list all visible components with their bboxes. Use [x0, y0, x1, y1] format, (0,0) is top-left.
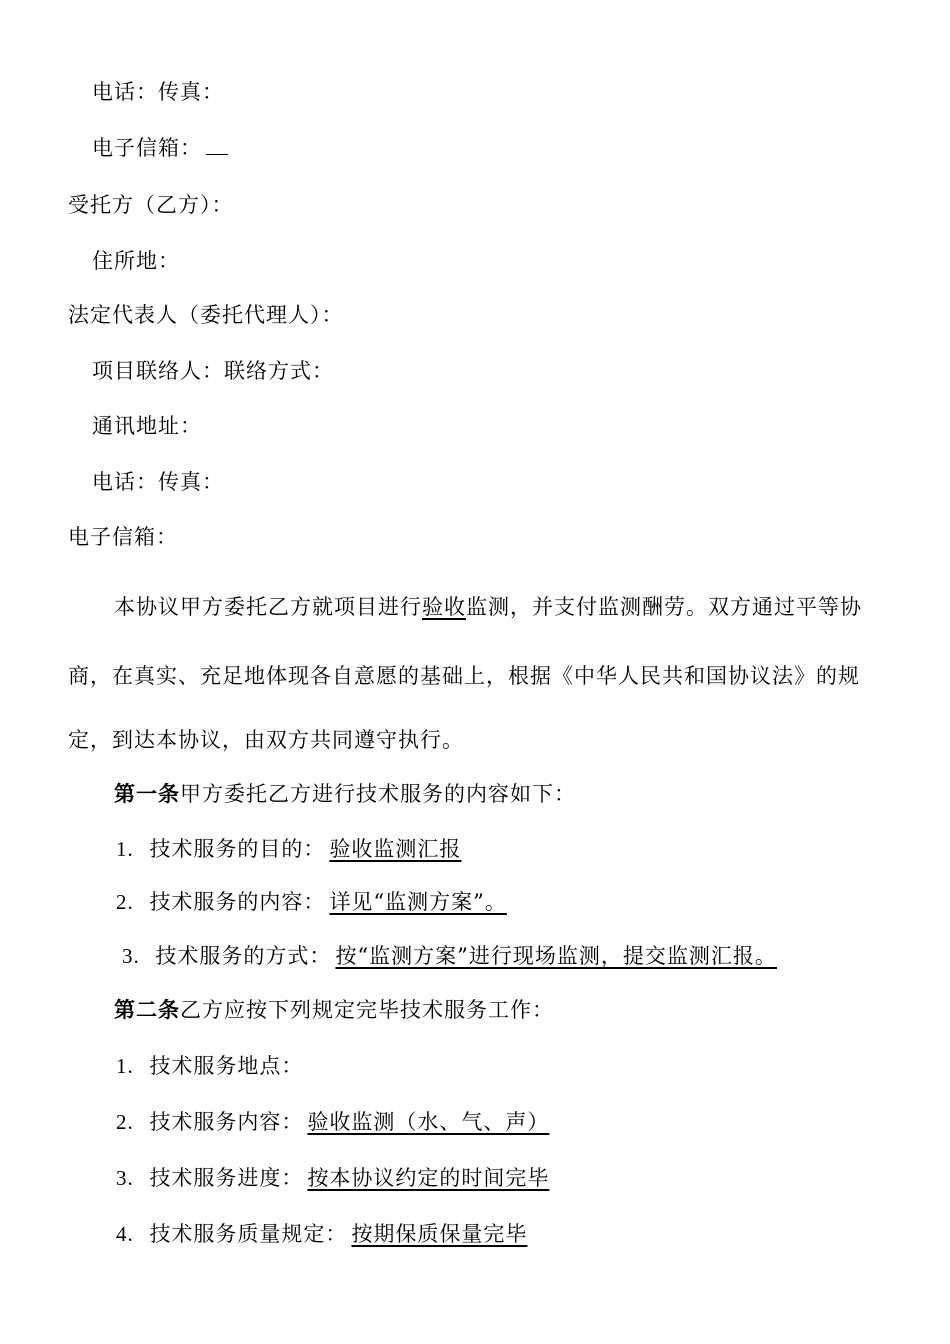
article-1-item: [116, 836, 461, 862]
item-number: 1.: [116, 837, 134, 861]
intro-line-3: 定，到达本协议，由双方共同遵守执行。: [68, 728, 464, 752]
item-value: 验收监测（水、气、声）: [307, 1110, 550, 1134]
item-label: 技术服务的方式：: [155, 944, 332, 968]
party-b-contact: 项目联络人：联络方式：: [92, 359, 334, 383]
item-label: 技术服务地点：: [149, 1054, 304, 1078]
item-number: 4.: [116, 1222, 134, 1246]
party-b-title: 受托方（乙方）：: [68, 193, 234, 217]
article-1-text: 甲方委托乙方进行技术服务的内容如下：: [180, 782, 576, 806]
article-2-item: [116, 1109, 549, 1135]
email-blank-line: [206, 136, 228, 155]
party-b-email: 电子信箱：: [68, 525, 178, 549]
party-b-legal-rep: 法定代表人（委托代理人）：: [68, 303, 344, 327]
item-value: 按本协议约定的时间完毕: [307, 1166, 550, 1190]
article-2-label: 第二条: [114, 997, 180, 1022]
item-value: 按期保质保量完毕: [351, 1222, 528, 1246]
item-number: 2.: [116, 890, 134, 914]
article-2-item: [116, 1165, 549, 1191]
item-number: 1.: [116, 1054, 134, 1078]
party-b-mail-address: 通讯地址：: [92, 414, 202, 438]
item-label: 技术服务的目的：: [149, 837, 326, 861]
party-a-email-label: 电子信箱：: [92, 136, 202, 160]
item-value: 验收监测汇报: [329, 837, 462, 861]
item-label: 技术服务的内容：: [149, 890, 326, 914]
article-2-text: 乙方应按下列规定完毕技术服务工作：: [180, 998, 554, 1022]
article-1-label: 第一条: [114, 781, 180, 806]
intro-line-1: [114, 594, 862, 620]
item-number: 3.: [122, 944, 140, 968]
item-label: 技术服务进度：: [149, 1166, 304, 1190]
article-2-heading: [114, 997, 554, 1023]
intro-line-1-underlined: 验收: [422, 595, 466, 619]
article-2-item: [116, 1221, 527, 1247]
party-b-phone-fax: 电话：传真：: [92, 470, 224, 494]
item-label: 技术服务内容：: [149, 1110, 304, 1134]
item-number: 2.: [116, 1110, 134, 1134]
article-1-item: [116, 889, 507, 915]
article-1-item: [122, 943, 777, 969]
item-number: 3.: [116, 1166, 134, 1190]
intro-line-2: 商，在真实、充足地体现各自意愿的基础上，根据《中华人民共和国协议法》的规: [68, 664, 860, 688]
party-a-email: [92, 135, 228, 161]
item-label: 技术服务质量规定：: [149, 1222, 348, 1246]
item-value: 详见“监测方案”。: [329, 890, 507, 914]
party-b-address: 住所地：: [92, 249, 180, 273]
intro-line-1-post: 监测，并支付监测酬劳。双方通过平等协: [466, 595, 862, 619]
article-1-heading: [114, 781, 576, 807]
article-2-item: [116, 1053, 303, 1079]
intro-line-1-pre: 本协议甲方委托乙方就项目进行: [114, 595, 422, 619]
party-a-phone-fax: 电话：传真：: [92, 80, 224, 104]
item-value: 按“监测方案”进行现场监测，提交监测汇报。: [335, 944, 777, 968]
